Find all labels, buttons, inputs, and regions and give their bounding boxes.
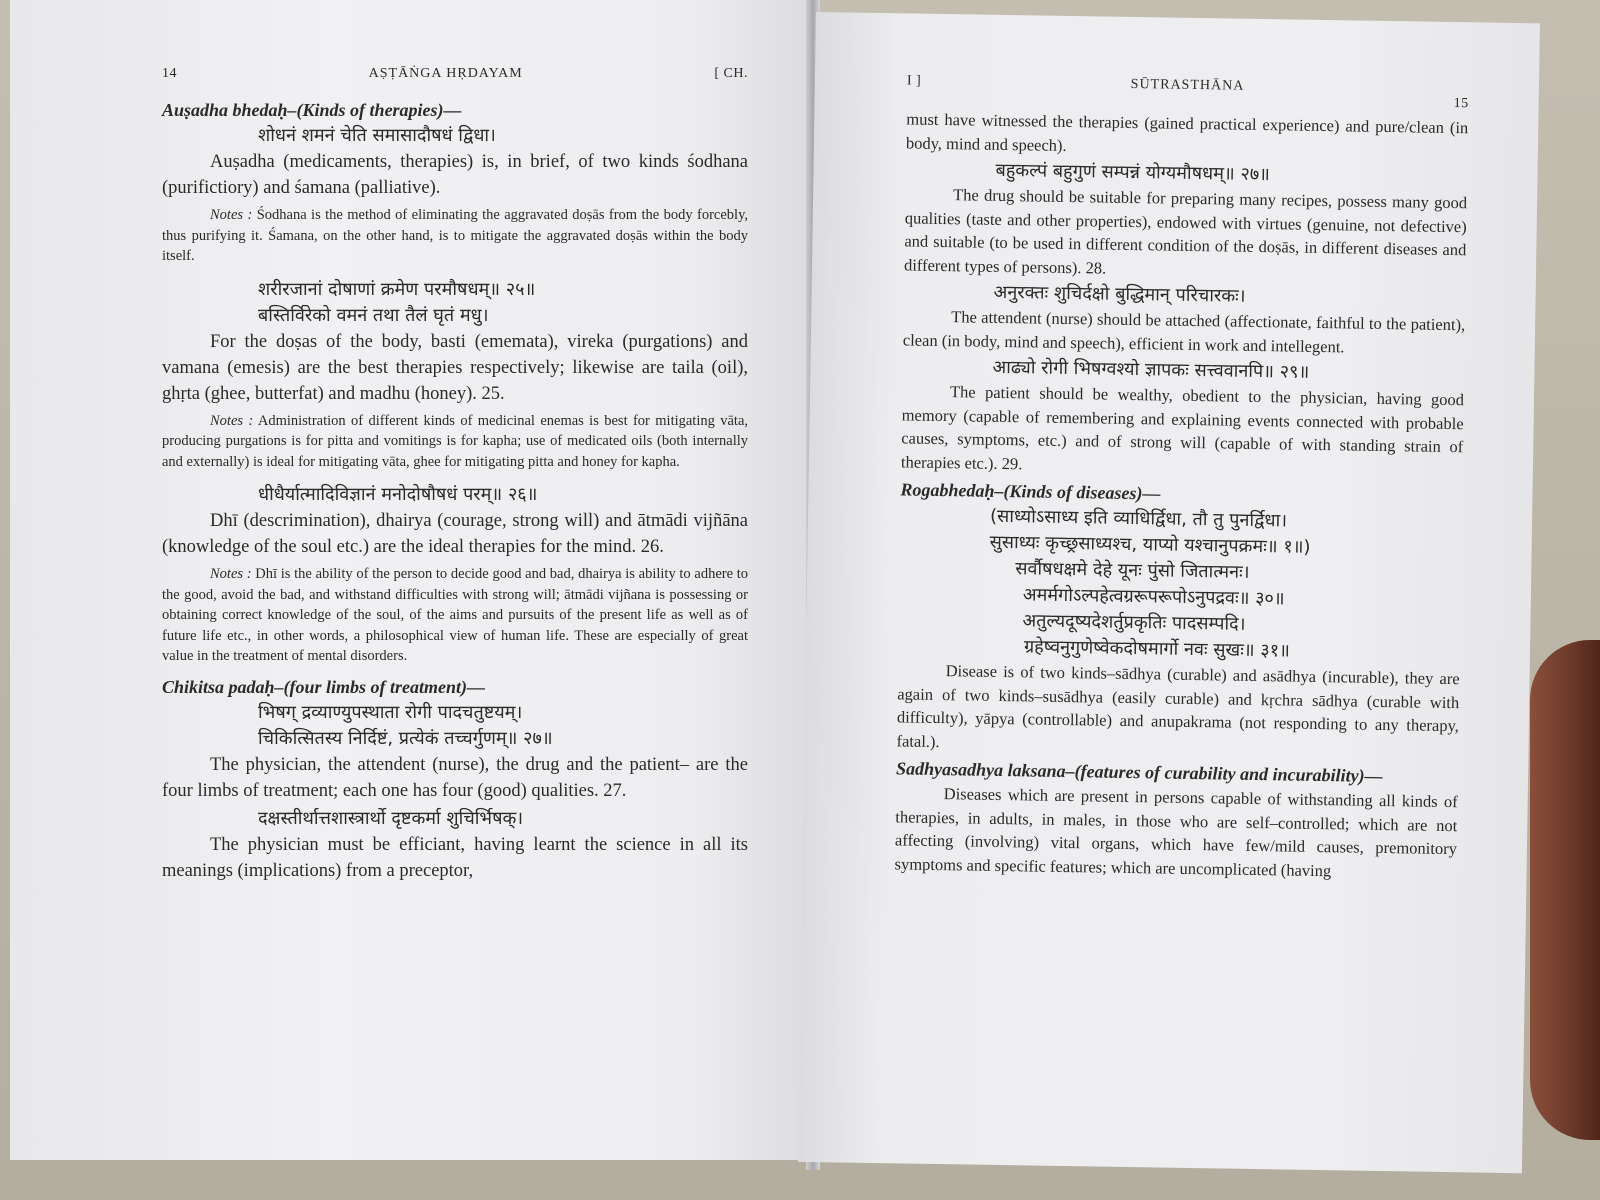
page-content	[162, 100, 748, 884]
paragraph: The patient should be wealthy, obedient to the physician, having good memory (capable of remembering and explaining events connected with probable causes, symptoms, etc.) and of strong will (capable of with standing strain of therapies etc.). 29.	[900, 382, 1465, 473]
section-title: SŪTRASTHĀNA	[1130, 76, 1245, 94]
sanskrit-verse: शोधनं शमनं चेति समासादौषधं द्विधा।	[258, 125, 496, 146]
note	[162, 205, 748, 267]
section-heading: Rogabhedaḥ–(Kinds of diseases)—	[900, 479, 1161, 504]
sanskrit-verse: आढ्यो रोगी भिषग्वश्यो ज्ञापकः सत्त्ववानपि॥ २९॥	[992, 356, 1310, 383]
page-number: 14	[162, 66, 177, 81]
paragraph: The drug should be suitable for preparing many recipes, possess many good qualities (taste and other properties), endowed with virtues (genuine, not defective) and suitable (to be used in different condition of the doṣās, in different diseases and different types of persons). 28.	[903, 185, 1468, 278]
paragraph: Auṣadha (medicaments, therapies) is, in brief, of two kinds śodhana (purifictiory) and śamana (palliative).	[162, 152, 748, 198]
paragraph: The physician, the attendent (nurse), the drug and the patient– are the four limbs of treatment; each one has four (good) qualities. 27.	[162, 754, 748, 801]
note-label: Notes :	[210, 207, 253, 223]
running-head	[906, 73, 1469, 112]
sanskrit-verse: ग्रहेष्वनुगुणेष्वेकदोषमार्गो नवः सुखः॥ ३१॥	[1023, 636, 1291, 662]
sanskrit-verse: बहुकल्पं बहुगुणं सम्पन्नं योग्यमौषधम्॥ २७॥	[995, 159, 1271, 186]
right-page	[798, 12, 1540, 1173]
running-head	[162, 66, 748, 82]
note-label: Notes :	[210, 412, 254, 429]
note	[162, 564, 748, 667]
sanskrit-verse: शरीरजानां दोषाणां क्रमेण परमौषधम्॥ २५॥	[258, 278, 536, 300]
sanskrit-verse: दक्षस्तीर्थात्तशास्त्रार्थो दृष्टकर्मा शुचिर्भिषक्।	[258, 807, 524, 829]
paragraph: The attendent (nurse) should be attached (affectionate, faithful to the patient), clean (in body, mind and speech), efficient in work and intellegent.	[902, 307, 1466, 356]
sanskrit-verse: भिषग् द्रव्याण्युपस्थाता रोगी पादचतुष्टयम्।	[258, 701, 523, 723]
sanskrit-verse: बस्तिर्विरेको वमनं तथा तैलं घृतं मधु।	[258, 304, 489, 326]
chapter-marker: I ]	[906, 73, 922, 89]
sanskrit-verse: सुसाध्यः कृच्छ्रसाध्यश्च, याप्यो यश्चानुपक्रमः॥ १॥)	[989, 531, 1311, 558]
note-text: Dhī is the ability of the person to decide good and bad, dhairya is ability to adhere to the good, avoid the bad, and withstand difficulties with strong will; ātmādi vijñana is possessing or obtaining correct knowledge of the soul, of the aims and pursuits of the present life as well as of future life etc., in other words, a philosophical view of human life. These are especially of great value in the treatment of mental disorders.	[162, 566, 749, 664]
open-book	[10, 0, 1540, 1200]
page-number: 15	[1453, 96, 1469, 112]
section-heading: Auṣadha bhedaḥ–(Kinds of therapies)—	[162, 100, 462, 120]
page-content	[894, 107, 1468, 884]
note	[162, 411, 748, 473]
note-label: Notes :	[210, 566, 252, 582]
sanskrit-verse: अतुल्यदूष्यदेशर्तुप्रकृतिः पादसम्पदि।	[1022, 610, 1246, 635]
section-heading: Chikitsa padaḥ–(four limbs of treatment)—	[162, 676, 486, 697]
sanskrit-verse: अनुरक्तः शुचिर्दक्षो बुद्धिमान् परिचारकः।	[993, 281, 1246, 307]
chapter-marker: [ CH.	[714, 66, 748, 81]
paragraph: Dhī (descrimination), dhairya (courage, strong will) and ātmādi vijñāna (knowledge of the soul etc.) are the ideal therapies for the mind. 26.	[162, 511, 748, 557]
sanskrit-verse: अमर्मगोऽल्पहेत्वग्ररूपरूपोऽनुपद्रवः॥ ३०॥	[1022, 584, 1285, 610]
sanskrit-verse: (साध्योऽसाध्य इति व्याधिर्द्विधा, तौ तु पुनर्द्विधा।	[989, 505, 1288, 532]
hand-holding-page	[1530, 640, 1600, 1140]
paragraph: Diseases which are present in persons capable of withstanding all kinds of therapies, in adults, in males, in those who are self–controlled; which are not affecting (involving) vital organs, which have few/mild causes, premonitory symptoms and specific features; which are uncomplicated (having	[894, 784, 1458, 880]
sanskrit-verse: सर्वौषधक्षमे देहे यूनः पुंसो जितात्मनः।	[1015, 558, 1250, 583]
section-heading: Sadhyasadhya laksana–(features of curability and incurability)—	[895, 758, 1383, 786]
note-text: Śodhana is the method of eliminating the aggravated doṣās from the body forcebly, thus purifying it. Śamana, on the other hand, is to mitigate the aggravated doṣās within the body itself.	[162, 207, 749, 264]
paragraph: The physician must be efficiant, having learnt the science in all its meanings (implications) from a preceptor,	[162, 834, 748, 881]
book-title: AṢṬĀṄGA HṚDAYAM	[368, 66, 523, 81]
paragraph: Disease is of two kinds–sādhya (curable) and asādhya (incurable), they are again of two kinds–susādhya (easily curable) and kṛchra sādhya (curable with difficulty), yāpya (controllable) and anupakrama (not responding to any therapy, fatal.).	[896, 661, 1460, 751]
paragraph: must have witnessed the therapies (gained practical experience) and pure/clean (in body, mind and speech).	[905, 109, 1469, 155]
note-text: Administration of different kinds of medicinal enemas is best for mitigating vāta, producing purgations is for pitta and vomitings is for kapha; use of medicated oils (both internally and externally) is ideal for mitigating vāta, ghee for mitigating pitta and honey for kapha.	[162, 412, 749, 470]
paragraph: For the doṣas of the body, basti (ememata), vireka (purgations) and vamana (emesis) are the best therapies respectively; likewise are taila (oil), ghṛta (ghee, butterfat) and madhu (honey). 25.	[162, 331, 748, 404]
left-page	[10, 0, 812, 1160]
sanskrit-verse: धीधैर्यात्मादिविज्ञानं मनोदोषौषधं परम्॥ २६॥	[258, 484, 538, 505]
sanskrit-verse: चिकित्सितस्य निर्दिष्टं, प्रत्येकं तच्चर्गुणम्॥ २७॥	[258, 727, 553, 749]
